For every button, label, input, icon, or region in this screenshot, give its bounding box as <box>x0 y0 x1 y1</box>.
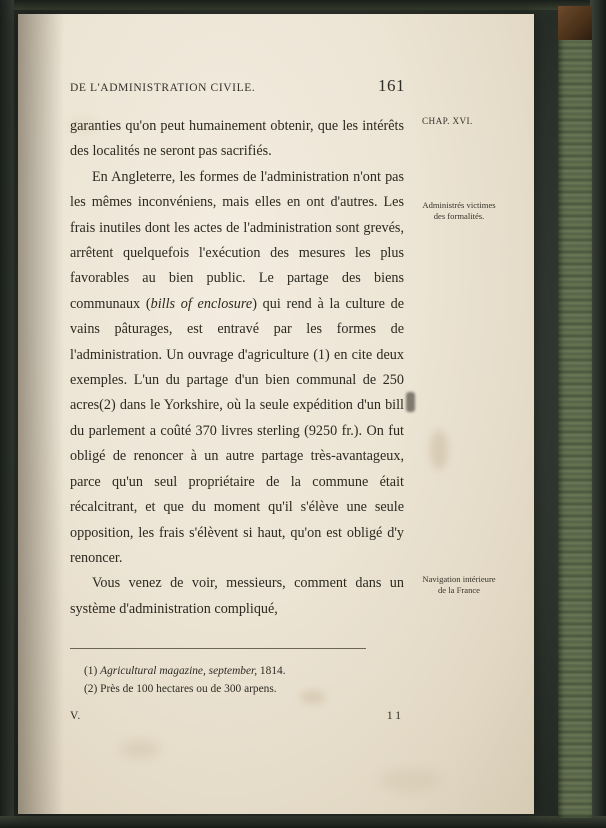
marginal-note-1: Administrés victimes des formalités. <box>422 200 496 221</box>
signature-line <box>70 710 404 722</box>
footnote-2-marker: (2) <box>84 683 98 696</box>
paragraph-2 <box>70 165 404 572</box>
gathering-mark: 11 <box>386 710 404 723</box>
paragraph-2-text-a: En Angleterre, les formes de l'administration n'ont pas les mêmes inconvéniens, mais elles en ont d'autres. Les frais inutiles dont les actes de l'administration sont grevés, arrêtent quelquefois l'exécution des mesures les plus favorables au bien public. Le partage des biens communaux ( <box>70 168 404 312</box>
footnote-1-italic: Agricultural magazine, september, <box>100 665 258 678</box>
paragraph-3: Vous venez de voir, messieurs, comment dans un système d'administration compliqué, <box>70 575 404 617</box>
running-title: DE L'ADMINISTRATION CIVILE. <box>70 82 256 94</box>
footnotes <box>70 662 404 698</box>
text-block <box>62 76 496 723</box>
volume-mark: V. <box>70 710 81 723</box>
background-top <box>0 0 606 10</box>
marginal-note-chapter: CHAP. XVI. <box>422 116 473 126</box>
footnote-1-marker: (1) <box>84 665 98 678</box>
footnote-rule <box>70 648 366 649</box>
paragraph-2-italic-phrase: bills of enclosure <box>150 295 253 312</box>
body-column <box>70 114 496 622</box>
paragraph-2-text-b: ) qui rend à la culture de vains pâturages, est entravé par les formes de l'administration. Un ouvrage d'agriculture (1) en cite deux exemples. L'un du partage d'un bien communal de 250 acres(2) dans le Yorkshire, où la seule expédition d'un bill du parlement a coûté 370 livres sterling (9250 fr.). On fut obligé de renoncer à un autre partage très-avantageux, parce qu'un seul propriétaire de la commune était récalcitrant, et que du moment qu'il s'élève une seule opposition, les frais s'élèvent si haut, qu'on est obligé d'y renoncer. <box>70 295 405 566</box>
footnote-1 <box>70 662 404 680</box>
paragraph-1: garanties qu'on peut humainement obtenir, que les intérêts des localités ne seront pas sacrifiés. <box>70 118 404 160</box>
marginal-note-2: Navigation intérieure de la France <box>422 574 496 595</box>
background-left <box>0 0 14 828</box>
background-bottom <box>0 816 606 828</box>
page-number: 161 <box>378 76 405 95</box>
book-fore-edge <box>558 6 592 818</box>
book-cover-corner <box>558 6 592 40</box>
footnote-1-text: 1814. <box>257 665 286 678</box>
background-right <box>590 0 606 828</box>
footnote-2-text: Près de 100 hectares ou de 300 arpens. <box>100 683 277 696</box>
running-head <box>70 76 405 96</box>
footnote-2 <box>70 680 404 698</box>
